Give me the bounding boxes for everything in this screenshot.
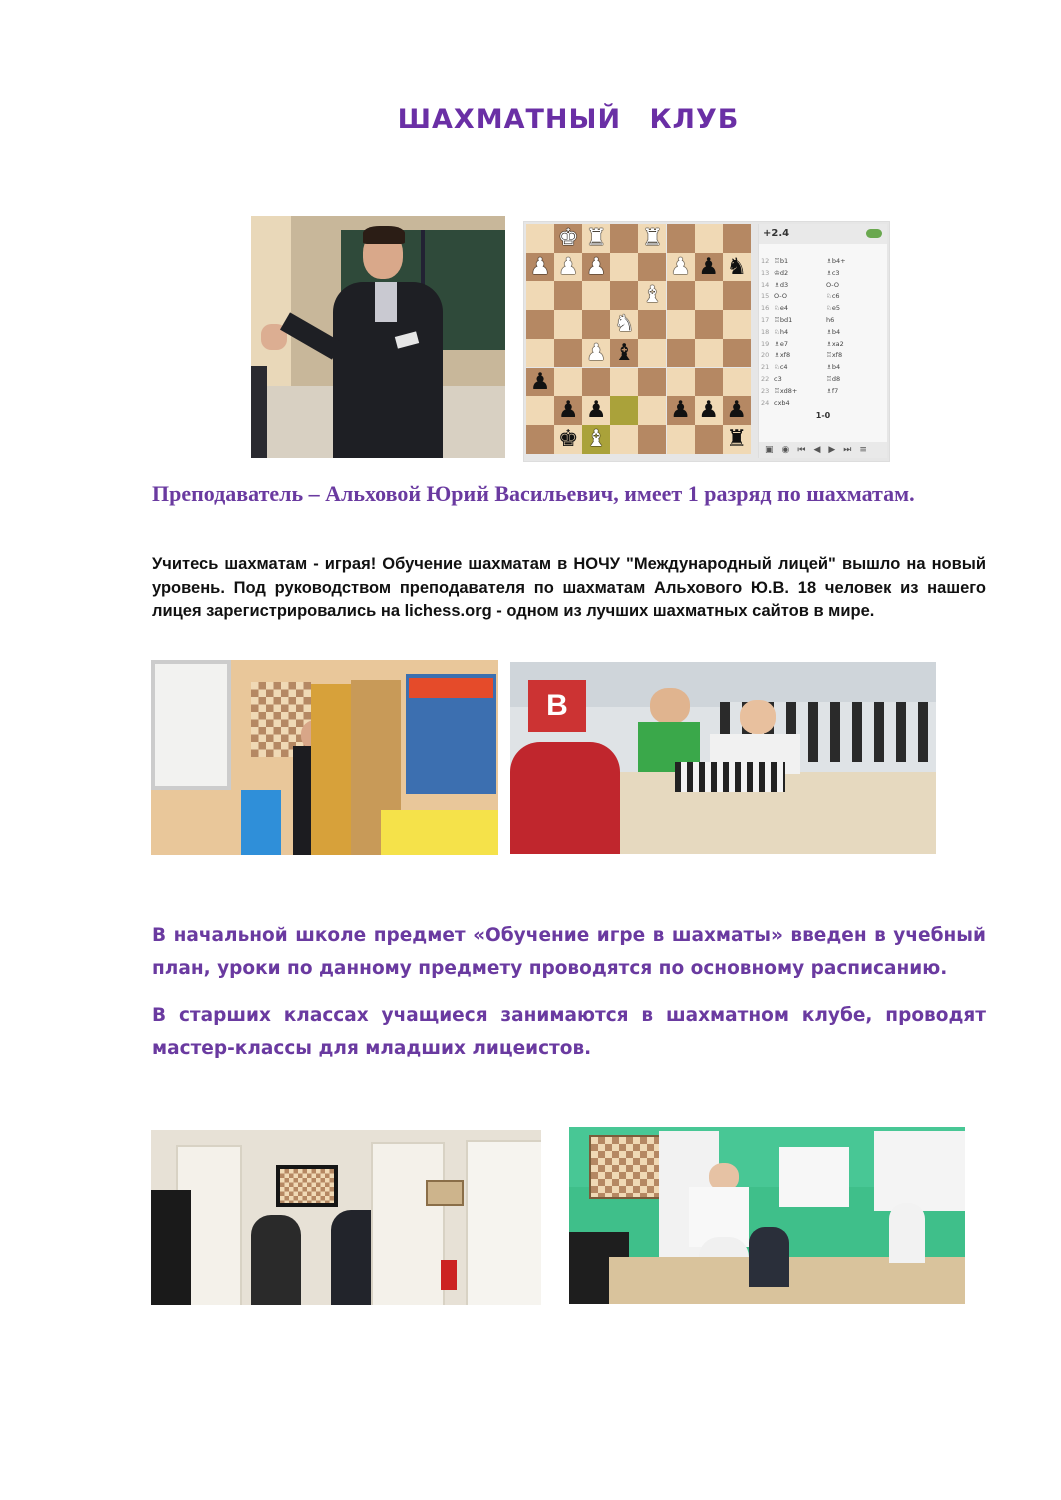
board-square: [526, 224, 554, 253]
board-square: [610, 253, 638, 282]
black-piece-icon: ♟: [557, 397, 579, 424]
board-square: [723, 368, 751, 397]
intro-paragraph: Учитесь шахматам - играя! Обучение шахматам в НОЧУ "Международный лицей" вышло на новый уровень. Под руководством преподавателя по шахматам Альхового Ю.В. 18 человек из нашего лицея зарегистрировались на lichess.org - одном из лучших шахматных сайтов в мире.: [152, 555, 986, 620]
white-piece-icon: ♜: [642, 225, 663, 251]
white-piece-icon: ♜: [585, 225, 607, 251]
board-square: [526, 425, 554, 454]
white-piece-icon: ♚: [557, 225, 579, 251]
move-number: 24: [761, 398, 770, 407]
white-piece-icon: ♟: [557, 253, 579, 280]
engine-toggle-icon: [866, 229, 882, 238]
chess-board: [526, 224, 751, 454]
board-square: [638, 253, 666, 282]
black-move: ♘e5: [826, 304, 840, 313]
board-square: [667, 281, 695, 310]
board-square: [526, 281, 554, 310]
move-row: [759, 327, 887, 339]
move-row: [759, 350, 887, 362]
board-square: [667, 368, 695, 397]
move-number: 19: [761, 339, 770, 348]
white-move: cxb4: [774, 398, 790, 407]
black-move: ♗c3: [826, 268, 840, 277]
board-square: [610, 425, 638, 454]
move-list: [759, 244, 887, 409]
move-number: 15: [761, 292, 770, 301]
move-number: 23: [761, 386, 770, 395]
board-square: [695, 310, 723, 339]
white-piece-icon: ♟: [670, 253, 691, 280]
black-piece-icon: ♟: [698, 253, 719, 280]
white-move: c3: [774, 374, 782, 383]
black-piece-icon: ♜: [726, 425, 748, 452]
move-row: [759, 374, 887, 386]
black-piece-icon: ♞: [726, 253, 748, 280]
engine-controls-icons: ▣◉⏮◀▶⏭≡: [759, 442, 887, 458]
white-piece-icon: ♟: [585, 253, 607, 280]
screen-lesson-photo: [151, 1130, 541, 1305]
white-piece-icon: ♞: [614, 311, 635, 338]
board-square: [667, 425, 695, 454]
teacher-heading: Преподаватель – Альховой Юрий Васильевич, имеет 1 разряд по шахматам.: [152, 481, 915, 506]
black-piece-icon: ♟: [698, 397, 719, 424]
board-square: [610, 281, 638, 310]
board-square: [582, 310, 610, 339]
black-piece-icon: ♟: [726, 397, 748, 424]
board-square: [554, 281, 582, 310]
board-square: [638, 339, 666, 368]
move-row: [759, 280, 887, 292]
white-move: ♘c4: [774, 363, 788, 372]
white-move: ♗e7: [774, 339, 788, 348]
board-square: [723, 310, 751, 339]
black-move: ♖xf8: [826, 351, 843, 360]
classroom-wallboard-photo: [151, 660, 498, 855]
board-square: [695, 425, 723, 454]
black-move: ♗b4+: [826, 257, 846, 265]
classroom-lesson-photo: [569, 1127, 965, 1304]
move-number: 16: [761, 304, 770, 313]
white-piece-icon: ♟: [585, 339, 607, 366]
white-piece-icon: ♝: [642, 282, 663, 309]
senior-classes-paragraph: В старших классах учащиеся занимаются в шахматном клубе, проводят мастер-классы для младших лицеистов.: [152, 1005, 986, 1059]
move-number: 20: [761, 351, 770, 360]
black-move: ♗xa2: [826, 339, 844, 348]
board-square: [695, 281, 723, 310]
board-square: [723, 281, 751, 310]
board-square: [610, 368, 638, 397]
board-square: [638, 425, 666, 454]
board-square: [667, 224, 695, 253]
white-move: ♔d2: [774, 268, 789, 277]
move-number: 18: [761, 327, 770, 336]
black-piece-icon: ♟: [529, 368, 551, 395]
move-number: 14: [761, 280, 770, 289]
board-square: [526, 339, 554, 368]
move-row: [759, 386, 887, 398]
board-square: [526, 310, 554, 339]
white-piece-icon: ♝: [585, 425, 607, 452]
black-move: ♗f7: [826, 386, 839, 395]
board-square: [638, 310, 666, 339]
move-number: 22: [761, 374, 770, 383]
black-piece-icon: ♟: [585, 397, 607, 424]
black-move: O-O: [826, 280, 839, 289]
black-move: h6: [826, 315, 835, 324]
black-move: ♗b4: [826, 327, 841, 336]
move-row: [759, 398, 887, 410]
move-row: [759, 256, 887, 268]
black-move: ♘c6: [826, 292, 840, 301]
teacher-photo: [251, 216, 505, 458]
page-title: ШАХМАТНЫЙ КЛУБ: [397, 104, 740, 135]
primary-school-paragraph: В начальной школе предмет «Обучение игре в шахматы» введен в учебный план, уроки по данному предмету проводятся по основному расписанию.: [152, 925, 986, 979]
board-square: [695, 368, 723, 397]
board-square: [723, 224, 751, 253]
move-number: 13: [761, 268, 770, 277]
black-move: ♖d8: [826, 374, 841, 383]
move-row: [759, 362, 887, 374]
board-square: [582, 281, 610, 310]
board-square: [695, 339, 723, 368]
board-square: [582, 368, 610, 397]
white-move: ♖xd8+: [774, 386, 798, 395]
letter-b-sign: B: [528, 680, 586, 732]
white-move: ♗d3: [774, 280, 789, 289]
white-move: ♘h4: [774, 327, 789, 336]
board-square: [554, 339, 582, 368]
move-number: 12: [761, 257, 770, 265]
board-square: [554, 310, 582, 339]
tournament-photo: [510, 662, 936, 854]
board-square: [723, 339, 751, 368]
engine-panel: [758, 224, 887, 458]
move-number: 17: [761, 315, 770, 324]
black-piece-icon: ♟: [670, 397, 691, 424]
board-square: [695, 224, 723, 253]
board-square: [610, 224, 638, 253]
board-square: [667, 339, 695, 368]
game-result: 1-0: [815, 411, 831, 421]
board-square: [667, 310, 695, 339]
move-number: 21: [761, 363, 770, 372]
move-row: [759, 339, 887, 351]
board-square: [554, 368, 582, 397]
black-piece-icon: ♝: [614, 339, 635, 366]
move-row: [759, 315, 887, 327]
black-piece-icon: ♚: [557, 425, 579, 452]
white-move: ♖b1: [774, 257, 789, 265]
board-square: [638, 396, 666, 425]
move-row: [759, 268, 887, 280]
board-square: [610, 396, 638, 425]
white-move: ♘e4: [774, 304, 788, 313]
engine-eval: +2.4: [763, 228, 790, 239]
black-move: ♗b4: [826, 363, 841, 372]
board-square: [638, 368, 666, 397]
move-row: [759, 291, 887, 303]
move-row: [759, 303, 887, 315]
board-square: [526, 396, 554, 425]
white-move: ♖bd1: [774, 315, 793, 324]
white-move: ♗xf8: [774, 351, 791, 360]
white-move: O-O: [774, 292, 787, 301]
white-piece-icon: ♟: [529, 253, 551, 280]
